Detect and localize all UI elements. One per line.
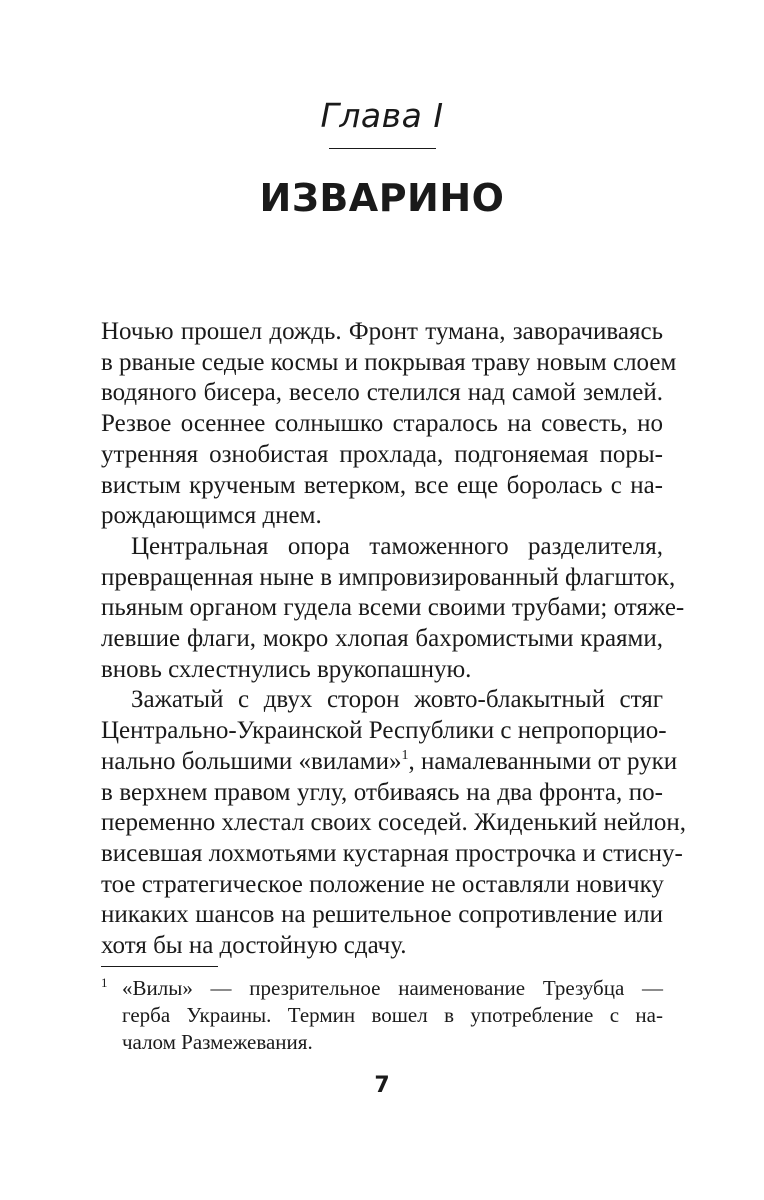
paragraph-3-line: хотя бы на достойную сдачу. [101,932,407,960]
footnote [101,975,663,1056]
paragraph-1-line: утренняя ознобистая прохлада, подгоняемая поры- [101,440,663,468]
paragraph-3-line: Центрально-Украинской Республики с непропорцио- [101,717,667,745]
paragraph-1-line: Ночью прошел дождь. Фронт тумана, заворачиваясь [101,318,663,345]
paragraph-3-line: тое стратегическое положение не оставляли новичку [101,870,664,898]
paragraph-1-line: вистым крученым ветерком, все еще боролась с на- [101,471,663,499]
footnote-line: 1 «Вилы» — презрительное наименование Трезубца — [101,975,663,1000]
footnote-line: герба Украины. Термин вошел в употребление с на- [122,1003,663,1027]
chapter-title: ИЗВАРИНО [259,176,505,220]
paragraph-2-line: вновь схлестнулись врукопашную. [101,655,472,683]
paragraph-3-line: Зажатый с двух сторон жовто-блакытный стяг [131,686,663,714]
paragraph-3-line: висевшая лохмотьями кустарная прострочка и стисну- [101,839,683,867]
paragraph-2-line: левшие флаги, мокро хлопая бахромистыми краями, [101,625,663,653]
footnote-line: чалом Размежевания. [122,1030,313,1054]
body-text [101,317,686,962]
footnote-divider [101,966,218,967]
paragraph-1-line: рождающимся днем. [101,502,322,530]
paragraph-2-line: пьяным органом гудела всеми своими трубами; отяже- [101,594,685,622]
paragraph-3-line [101,747,678,778]
paragraph-2-line: превращенная ныне в импровизированный флагшток, [101,563,676,591]
paragraph-3-line-head: нально большими «вилами» [101,747,402,775]
paragraph-2-line: Центральная опора таможенного разделителя, [131,532,663,560]
chapter-label: Глава I [320,96,444,135]
paragraph-1-line: Резвое осеннее солнышко старалось на совесть, но [101,410,663,438]
footnote-line-text: «Вилы» — презрительное наименование Трезубца — [122,976,663,1000]
page-number: 7 [374,1073,390,1098]
paragraph-1-line: водяного бисера, весело стелился над самой землей. [101,379,663,407]
chapter-divider [329,148,436,149]
paragraph-3-line: в верхнем правом углу, отбиваясь на два фронта, по- [101,778,663,806]
footnote-reference: 1 [401,747,409,763]
paragraph-3-line-tail: , намалеванными от руки [408,747,678,775]
paragraph-3-line: никаких шансов на решительное сопротивление или [101,901,663,929]
paragraph-1-line: в рваные седые космы и покрывая траву новым слоем [101,348,677,376]
paragraph-3-line: переменно хлестал своих соседей. Жиденький нейлон, [101,809,686,837]
